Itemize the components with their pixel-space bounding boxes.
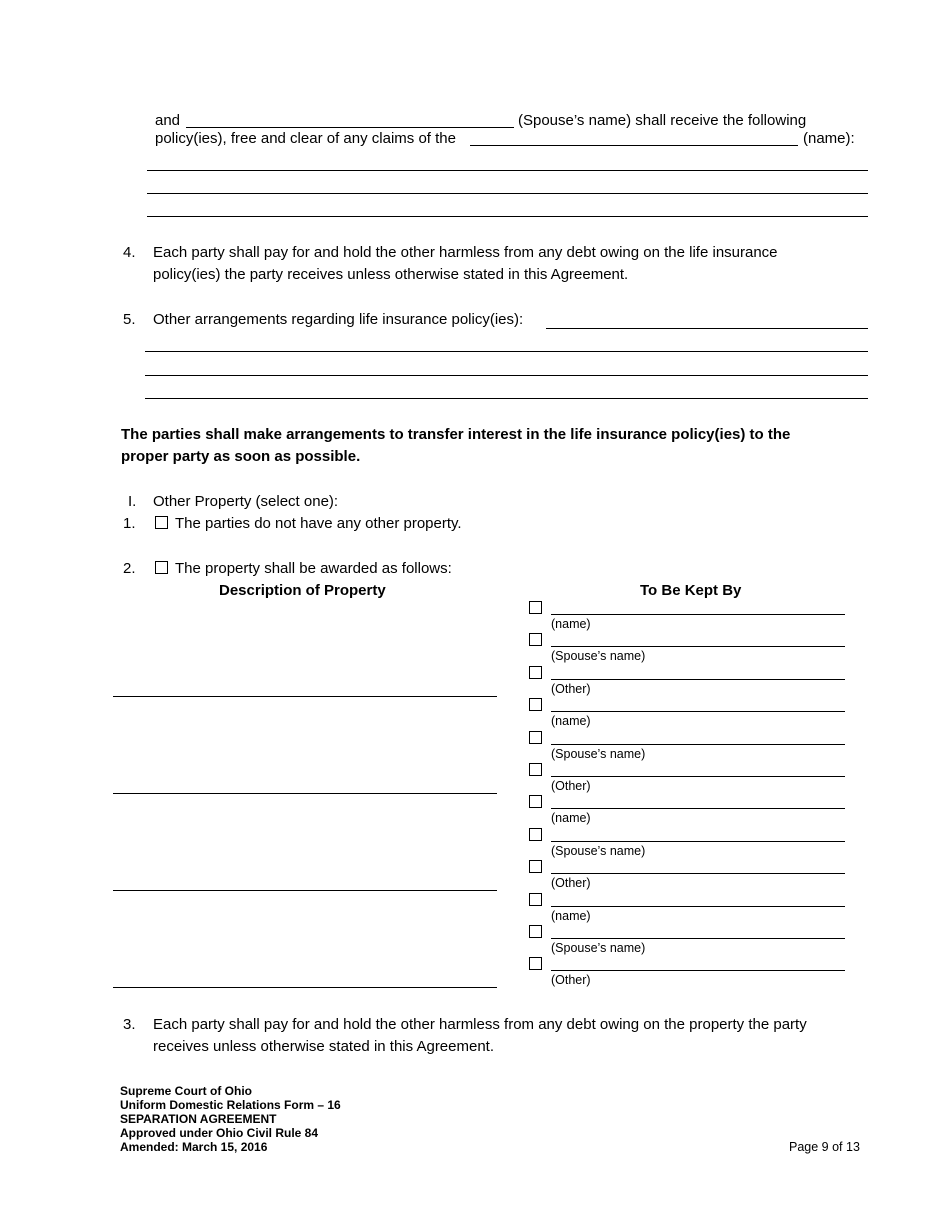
kept-by-checkbox[interactable] [529,957,542,970]
kept-by-blank[interactable] [551,841,845,842]
kept-by-blank[interactable] [551,744,845,745]
kept-by-blank[interactable] [551,614,845,615]
property-awarded-checkbox[interactable] [155,561,168,574]
footer-amended: Amended: March 15, 2016 [120,1140,268,1154]
footer-form: Uniform Domestic Relations Form – 16 [120,1098,341,1112]
option-1-text: The parties do not have any other property. [175,515,462,532]
item-5-text: Other arrangements regarding life insurance policy(ies): [153,311,524,328]
footer-court: Supreme Court of Ohio [120,1084,252,1098]
kept-by-checkbox[interactable] [529,860,542,873]
section-I-title: Other Property (select one): [153,493,339,510]
item-4-number: 4. [123,244,136,261]
item-5-number: 5. [123,311,136,328]
kept-by-blank[interactable] [551,808,845,809]
kept-by-label: (name) [551,617,591,631]
kept-by-label: (Spouse’s name) [551,843,646,858]
description-line-1[interactable] [113,696,497,697]
kept-by-blank[interactable] [551,711,845,712]
page-number: Page 9 of 13 [789,1140,860,1154]
kept-by-checkbox[interactable] [529,795,542,808]
description-line-4[interactable] [113,987,497,988]
kept-by-label: (Other) [551,973,591,988]
kept-by-blank[interactable] [551,679,845,680]
kept-by-blank[interactable] [551,938,845,939]
kept-by-checkbox[interactable] [529,731,542,744]
footer-block [120,1084,341,1154]
arrangements-line-1[interactable] [145,351,868,352]
kept-by-checkbox[interactable] [529,601,542,614]
item-4-line1: Each party shall pay for and hold the other harmless from any debt owing on the life insurance [153,244,778,261]
notice-line1: The parties shall make arrangements to transfer interest in the life insurance policy(ies) to the [121,426,791,443]
policy-line-2[interactable] [147,193,868,194]
kept-by-label: (Spouse’s name) [551,746,646,761]
no-other-property-checkbox[interactable] [155,516,168,529]
name-label: (name): [803,130,855,147]
kept-by-blank[interactable] [551,906,845,907]
kept-by-checkbox[interactable] [529,828,542,841]
description-line-2[interactable] [113,793,497,794]
option-1-number: 1. [123,515,136,532]
kept-by-label: (name) [551,811,591,826]
item-4-line2: policy(ies) the party receives unless otherwise stated in this Agreement. [153,266,629,283]
kept-by-blank[interactable] [551,970,845,971]
footer-approved: Approved under Ohio Civil Rule 84 [120,1126,319,1140]
item-3-number: 3. [123,1016,136,1033]
kept-by-checkbox[interactable] [529,893,542,906]
spouse-label: (Spouse’s name) shall receive the following [518,112,807,129]
description-header: Description of Property [219,582,386,599]
description-line-3[interactable] [113,890,497,891]
item-3-line2: receives unless otherwise stated in this Agreement. [153,1038,495,1055]
kept-by-label: (name) [551,714,591,729]
policy-line-1[interactable] [147,170,868,171]
kept-by-label: (Spouse’s name) [551,649,646,664]
name-blank[interactable] [470,145,798,146]
kept-by-label: (Other) [551,876,591,891]
kept-by-checkbox[interactable] [529,633,542,646]
and-text: and [155,112,181,129]
kept-by-label: (name) [551,908,591,923]
footer-title: SEPARATION AGREEMENT [120,1112,277,1126]
notice-line2: proper party as soon as possible. [121,448,361,465]
kept-by-checkbox[interactable] [529,925,542,938]
kept-by-checkbox[interactable] [529,698,542,711]
option-2-text: The property shall be awarded as follows: [175,560,452,577]
kept-by-label: (Other) [551,681,591,696]
arrangements-line-0[interactable] [546,328,868,329]
item-3-line1: Each party shall pay for and hold the other harmless from any debt owing on the property the party [153,1016,807,1033]
policies-line-text: policy(ies), free and clear of any claims of the [155,130,456,147]
kept-by-blank[interactable] [551,776,845,777]
kept-by-blank[interactable] [551,646,845,647]
kept-by-label: (Other) [551,779,591,793]
kept-by-checkbox[interactable] [529,666,542,679]
arrangements-line-2[interactable] [145,375,868,376]
kept-by-label: (Spouse’s name) [551,941,646,955]
policy-line-3[interactable] [147,216,868,217]
option-2-number: 2. [123,560,136,577]
kept-by-checkbox[interactable] [529,763,542,776]
arrangements-line-3[interactable] [145,398,868,399]
kept-by-header: To Be Kept By [640,582,742,599]
section-I-number: I. [128,493,137,510]
kept-by-blank[interactable] [551,873,845,874]
